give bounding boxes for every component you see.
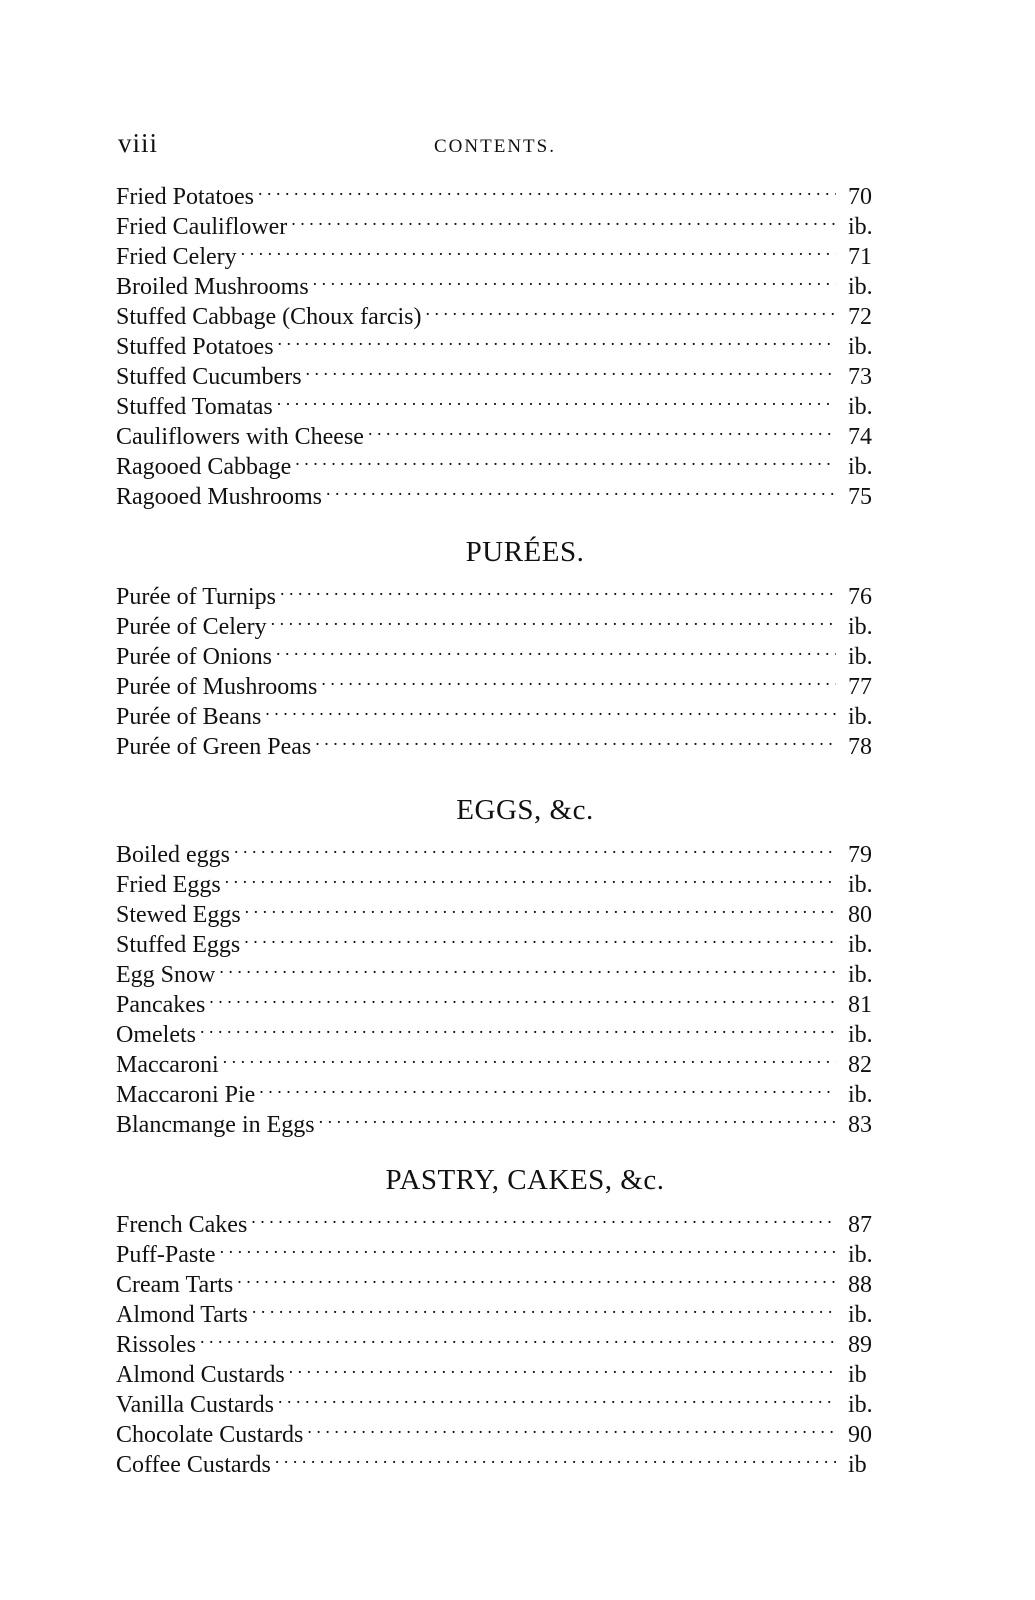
entry-title: Maccaroni	[116, 1052, 219, 1078]
dot-leader	[200, 1322, 836, 1352]
toc-entry	[116, 1322, 894, 1358]
dot-leader	[219, 952, 836, 982]
dot-leader	[289, 1352, 836, 1382]
entry-title: Stuffed Eggs	[116, 932, 241, 958]
toc-entry	[116, 1352, 894, 1388]
dot-leader	[280, 574, 836, 604]
entry-title: Maccaroni Pie	[116, 1082, 256, 1108]
entry-page-number: 71	[848, 244, 872, 270]
entry-page-number: 82	[848, 1052, 872, 1078]
entry-title: Purée of Mushrooms	[116, 674, 318, 700]
entry-page-number: ib.	[848, 454, 873, 480]
entry-title: Almond Custards	[116, 1362, 285, 1388]
toc-entry	[116, 1012, 894, 1048]
entry-title: Cream Tarts	[116, 1272, 234, 1298]
entry-title: Stuffed Cabbage (Choux farcis)	[116, 304, 422, 330]
entry-page-number: ib.	[848, 334, 873, 360]
entry-page-number: ib.	[848, 214, 873, 240]
toc-entry	[116, 832, 894, 868]
entry-page-number: ib	[848, 1362, 867, 1388]
entry-page-number: 74	[848, 424, 872, 450]
section-heading: PASTRY, CAKES, &c.	[385, 1164, 665, 1196]
dot-leader	[319, 1102, 836, 1132]
dot-leader	[225, 862, 836, 892]
entry-page-number: 76	[848, 584, 872, 610]
toc-entry	[116, 982, 894, 1018]
dot-leader	[209, 982, 836, 1012]
entry-title: French Cakes	[116, 1212, 248, 1238]
dot-leader	[237, 1262, 836, 1292]
entry-page-number: 73	[848, 364, 872, 390]
entry-title: Purée of Green Peas	[116, 734, 312, 760]
toc-entry	[116, 1202, 894, 1238]
entry-title: Purée of Celery	[116, 614, 267, 640]
entry-title: Stuffed Cucumbers	[116, 364, 302, 390]
toc-entry	[116, 1072, 894, 1108]
section-heading: PURÉES.	[465, 536, 585, 568]
entry-page-number: ib.	[848, 962, 873, 988]
entry-title: Omelets	[116, 1022, 196, 1048]
entry-title: Purée of Beans	[116, 704, 262, 730]
entry-page-number: ib.	[848, 704, 873, 730]
page-header	[116, 118, 894, 174]
dot-leader	[277, 384, 836, 414]
dot-leader	[241, 234, 836, 264]
dot-leader	[313, 264, 836, 294]
entry-page-number: ib.	[848, 1022, 873, 1048]
entry-page-number: 87	[848, 1212, 872, 1238]
toc-entry	[116, 574, 894, 610]
dot-leader	[425, 294, 836, 324]
section-heading: EGGS, &c.	[456, 794, 594, 826]
page-number: viii	[118, 128, 159, 158]
toc-section	[116, 530, 894, 760]
toc-entry	[116, 1232, 894, 1268]
entry-page-number: 79	[848, 842, 872, 868]
entry-page-number: ib.	[848, 932, 873, 958]
toc-entry	[116, 952, 894, 988]
entry-page-number: ib.	[848, 274, 873, 300]
entry-title: Pancakes	[116, 992, 206, 1018]
entry-title: Ragooed Cabbage	[116, 454, 292, 480]
entry-title: Coffee Custards	[116, 1452, 271, 1478]
entry-title: Cauliflowers with Cheese	[116, 424, 364, 450]
toc-entry	[116, 174, 894, 210]
entry-title: Vanilla Custards	[116, 1392, 274, 1418]
entry-page-number: 88	[848, 1272, 872, 1298]
entry-page-number: ib.	[848, 872, 873, 898]
entry-title: Fried Cauliflower	[116, 214, 288, 240]
dot-leader	[291, 204, 836, 234]
entry-page-number: 77	[848, 674, 872, 700]
entry-title: Stewed Eggs	[116, 902, 241, 928]
entry-page-number: 90	[848, 1422, 872, 1448]
dot-leader	[223, 1042, 836, 1072]
dot-leader	[251, 1202, 836, 1232]
dot-leader	[244, 922, 836, 952]
toc-section	[116, 1158, 894, 1478]
dot-leader	[252, 1292, 836, 1322]
entry-title: Boiled eggs	[116, 842, 230, 868]
dot-leader	[306, 354, 836, 384]
dot-leader	[259, 1072, 836, 1102]
entry-title: Stuffed Potatoes	[116, 334, 274, 360]
toc-section	[116, 788, 894, 1138]
dot-leader	[234, 832, 836, 862]
entry-title: Almond Tarts	[116, 1302, 248, 1328]
entry-page-number: 78	[848, 734, 872, 760]
entry-page-number: ib.	[848, 614, 873, 640]
entry-page-number: ib.	[848, 394, 873, 420]
entry-page-number: 72	[848, 304, 872, 330]
dot-leader	[321, 664, 836, 694]
entry-title: Ragooed Mushrooms	[116, 484, 322, 510]
entry-page-number: 80	[848, 902, 872, 928]
entry-page-number: ib.	[848, 1302, 873, 1328]
entry-title: Egg Snow	[116, 962, 216, 988]
entry-page-number: ib.	[848, 1082, 873, 1108]
toc-entry	[116, 1262, 894, 1298]
entry-page-number: 81	[848, 992, 872, 1018]
entry-title: Broiled Mushrooms	[116, 274, 309, 300]
entry-page-number: 70	[848, 184, 872, 210]
running-head: CONTENTS.	[434, 136, 556, 157]
dot-leader	[265, 694, 836, 724]
entry-page-number: ib.	[848, 1242, 873, 1268]
entry-title: Purée of Onions	[116, 644, 272, 670]
entry-page-number: ib	[848, 1452, 867, 1478]
entry-title: Blancmange in Eggs	[116, 1112, 315, 1138]
dot-leader	[276, 634, 836, 664]
dot-leader	[315, 724, 836, 754]
entry-title: Stuffed Tomatas	[116, 394, 273, 420]
dot-leader	[278, 324, 836, 354]
entry-title: Fried Potatoes	[116, 184, 254, 210]
dot-leader	[200, 1012, 836, 1042]
dot-leader	[326, 474, 836, 504]
dot-leader	[368, 414, 836, 444]
entry-title: Fried Celery	[116, 244, 237, 270]
table-of-contents	[116, 174, 894, 1478]
entry-page-number: 75	[848, 484, 872, 510]
entry-title: Rissoles	[116, 1332, 197, 1358]
contents-page	[116, 118, 894, 1478]
dot-leader	[307, 1412, 836, 1442]
dot-leader	[295, 444, 836, 474]
entry-page-number: ib.	[848, 1392, 873, 1418]
entry-page-number: 83	[848, 1112, 872, 1138]
dot-leader	[258, 174, 836, 204]
dot-leader	[220, 1232, 836, 1262]
entry-title: Puff-Paste	[116, 1242, 216, 1268]
dot-leader	[245, 892, 836, 922]
entry-title: Fried Eggs	[116, 872, 221, 898]
entry-page-number: ib.	[848, 644, 873, 670]
entry-title: Chocolate Custards	[116, 1422, 304, 1448]
toc-section	[116, 174, 894, 510]
toc-entry	[116, 862, 894, 898]
dot-leader	[278, 1382, 836, 1412]
toc-entry	[116, 1042, 894, 1078]
dot-leader	[271, 604, 836, 634]
entry-page-number: 89	[848, 1332, 872, 1358]
toc-entry	[116, 892, 894, 928]
dot-leader	[275, 1442, 836, 1472]
entry-title: Purée of Turnips	[116, 584, 277, 610]
